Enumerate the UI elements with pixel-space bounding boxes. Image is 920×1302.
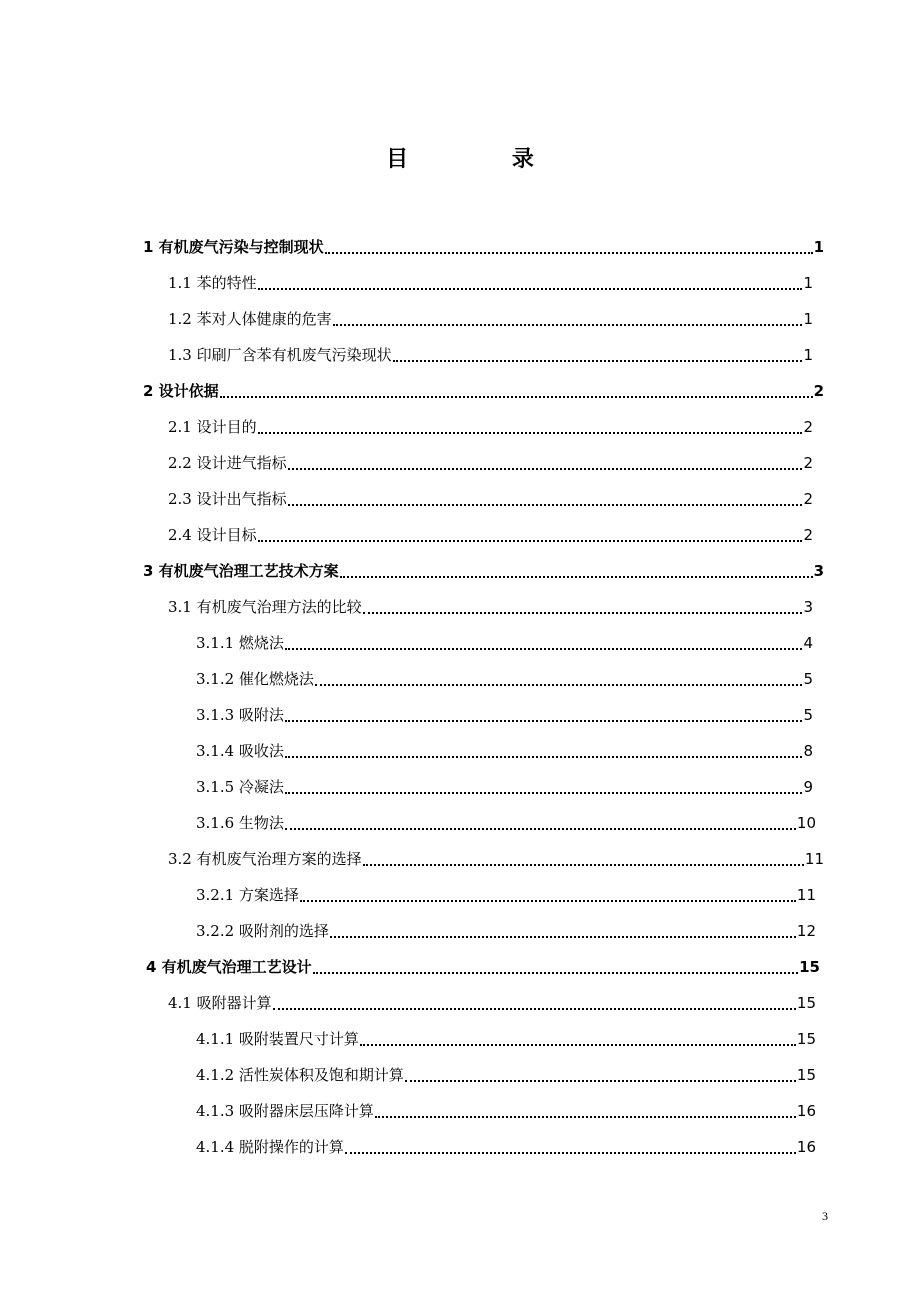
toc-entry-label: 2 设计依据 <box>143 382 219 400</box>
toc-entry[interactable] <box>196 704 813 728</box>
leader-dots <box>285 756 803 758</box>
toc-entry[interactable] <box>196 740 813 764</box>
toc-entry[interactable] <box>168 272 813 296</box>
toc-entry-label: 1.1 苯的特性 <box>168 274 257 292</box>
toc-entry-label: 1.2 苯对人体健康的危害 <box>168 310 332 328</box>
toc-entry-label: 3 有机废气治理工艺技术方案 <box>143 562 339 580</box>
leader-dots <box>285 720 803 722</box>
toc-entry[interactable] <box>196 1136 816 1160</box>
toc-entry-label: 1.3 印刷厂含苯有机废气污染现状 <box>168 346 392 364</box>
toc-entry-page: 2 <box>803 526 813 544</box>
leader-dots <box>258 432 803 434</box>
leader-dots <box>273 1008 796 1010</box>
toc-entry-label: 3.1 有机废气治理方法的比较 <box>168 598 362 616</box>
toc-entry-label: 4.1.3 吸附器床层压降计算 <box>196 1102 374 1120</box>
toc-entry-page: 2 <box>803 418 813 436</box>
toc-entry-page: 16 <box>796 1138 816 1156</box>
toc-entry[interactable] <box>196 920 816 944</box>
leader-dots <box>258 288 803 290</box>
toc-entry-label: 3.1.4 吸收法 <box>196 742 284 760</box>
toc-entry[interactable] <box>168 488 813 512</box>
toc-entry-page: 1 <box>813 238 824 256</box>
toc-entry-page: 8 <box>803 742 813 760</box>
leader-dots <box>285 792 803 794</box>
leader-dots <box>345 1152 796 1154</box>
toc-entry-label: 1 有机废气污染与控制现状 <box>143 238 324 256</box>
leader-dots <box>333 324 803 326</box>
toc-entry[interactable] <box>196 1064 816 1088</box>
toc-entry-label: 2.1 设计目的 <box>168 418 257 436</box>
toc-entry[interactable] <box>168 524 813 548</box>
leader-dots <box>325 252 813 254</box>
leader-dots <box>313 972 798 974</box>
toc-entry-label: 3.1.1 燃烧法 <box>196 634 284 652</box>
toc-entry-page: 15 <box>799 958 820 976</box>
toc-entry[interactable] <box>196 1100 816 1124</box>
toc-entry-page: 11 <box>804 850 824 868</box>
toc-entry-page: 5 <box>803 670 813 688</box>
toc-entry-label: 4.1.2 活性炭体积及饱和期计算 <box>196 1066 404 1084</box>
toc-entry[interactable] <box>168 596 813 620</box>
toc-entry-page: 1 <box>803 274 813 292</box>
toc-entry-label: 4 有机废气治理工艺设计 <box>146 958 312 976</box>
toc-entry-page: 10 <box>796 814 816 832</box>
toc-entry[interactable] <box>168 452 813 476</box>
toc-entry-page: 4 <box>803 634 813 652</box>
toc-entry-label: 2.2 设计进气指标 <box>168 454 287 472</box>
leader-dots <box>360 1044 796 1046</box>
toc-entry-page: 5 <box>803 706 813 724</box>
leader-dots <box>315 684 803 686</box>
toc-entry-page: 15 <box>796 1030 816 1048</box>
leader-dots <box>288 504 803 506</box>
leader-dots <box>285 648 803 650</box>
toc-entry[interactable] <box>196 668 813 692</box>
toc-entry[interactable] <box>143 560 824 584</box>
toc-entry-label: 3.2.2 吸附剂的选择 <box>196 922 329 940</box>
toc-entry-page: 15 <box>796 1066 816 1084</box>
toc-entry[interactable] <box>143 236 824 260</box>
toc-entry[interactable] <box>196 812 816 836</box>
toc-entry-label: 4.1.4 脱附操作的计算 <box>196 1138 344 1156</box>
toc-entry-page: 2 <box>803 454 813 472</box>
leader-dots <box>285 828 796 830</box>
toc-entry-page: 12 <box>796 922 816 940</box>
leader-dots <box>220 396 813 398</box>
toc-entry-page: 9 <box>803 778 813 796</box>
toc-entry-page: 3 <box>813 562 824 580</box>
toc-entry-page: 1 <box>803 346 813 364</box>
toc-entry-label: 4.1 吸附器计算 <box>168 994 272 1012</box>
toc-entry-label: 3.2.1 方案选择 <box>196 886 299 904</box>
toc-entry[interactable] <box>146 956 820 980</box>
toc-entry[interactable] <box>196 776 813 800</box>
toc-entry[interactable] <box>196 1028 816 1052</box>
toc-entry-label: 3.2 有机废气治理方案的选择 <box>168 850 362 868</box>
toc-entry-label: 3.1.5 冷凝法 <box>196 778 284 796</box>
toc-entry[interactable] <box>196 632 813 656</box>
toc-entry-page: 1 <box>803 310 813 328</box>
toc-entry-page: 11 <box>796 886 816 904</box>
toc-entry[interactable] <box>168 992 816 1016</box>
leader-dots <box>300 900 796 902</box>
page-number: 3 <box>822 1209 828 1223</box>
leader-dots <box>393 360 803 362</box>
toc-entry-page: 16 <box>796 1102 816 1120</box>
toc-entry[interactable] <box>143 380 824 404</box>
toc-entry[interactable] <box>168 416 813 440</box>
toc-entry-label: 3.1.2 催化燃烧法 <box>196 670 314 688</box>
leader-dots <box>258 540 803 542</box>
toc-entry-label: 3.1.6 生物法 <box>196 814 284 832</box>
leader-dots <box>330 936 796 938</box>
leader-dots <box>288 468 803 470</box>
page-title: 目 录 <box>386 147 582 172</box>
leader-dots <box>363 612 803 614</box>
leader-dots <box>405 1080 796 1082</box>
toc-entry-label: 3.1.3 吸附法 <box>196 706 284 724</box>
leader-dots <box>340 576 813 578</box>
toc-entry-label: 2.4 设计目标 <box>168 526 257 544</box>
toc-entry-page: 2 <box>813 382 824 400</box>
toc-entry-label: 2.3 设计出气指标 <box>168 490 287 508</box>
toc-entry[interactable] <box>168 344 813 368</box>
toc-entry-page: 15 <box>796 994 816 1012</box>
leader-dots <box>375 1116 796 1118</box>
leader-dots <box>363 864 804 866</box>
toc-entry-page: 3 <box>803 598 813 616</box>
toc-entry[interactable] <box>168 848 824 872</box>
toc-entry-label: 4.1.1 吸附装置尺寸计算 <box>196 1030 359 1048</box>
toc-entry-page: 2 <box>803 490 813 508</box>
toc-entry[interactable] <box>168 308 813 332</box>
toc-entry[interactable] <box>196 884 816 908</box>
